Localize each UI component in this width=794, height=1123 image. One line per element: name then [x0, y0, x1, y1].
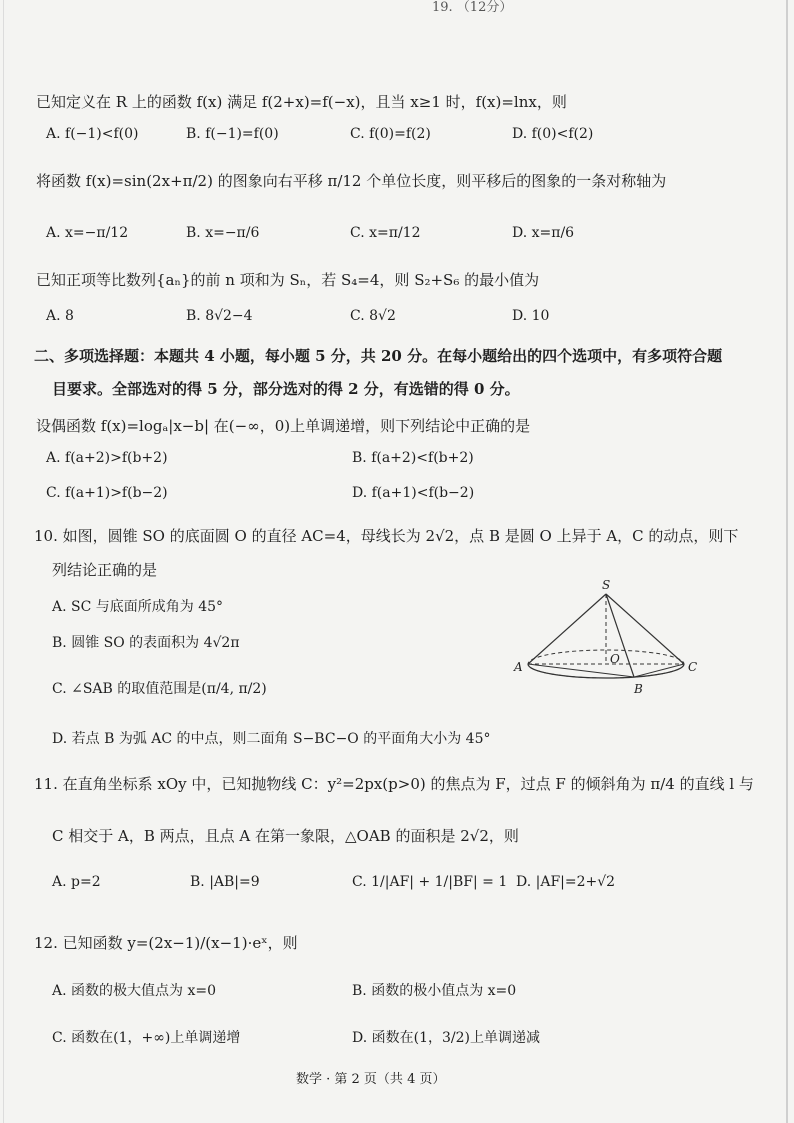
- q6-option-c: C. f(0)=f(2): [350, 126, 431, 142]
- top-mark: 19. （12分）: [432, 0, 513, 15]
- q7-option-c: C. x=π/12: [350, 225, 421, 241]
- q8-option-c: C. 8√2: [350, 308, 396, 324]
- q11-stem-line2: C 相交于 A，B 两点，且点 A 在第一象限，△OAB 的面积是 2√2，则: [52, 827, 519, 845]
- q8-option-a: A. 8: [46, 308, 74, 324]
- q10-stem-line2: 列结论正确的是: [52, 561, 158, 579]
- q11-option-d: D. |AF|=2+√2: [516, 874, 616, 890]
- cone-base-front-arc: [528, 664, 684, 678]
- cone-diagram: [510, 576, 706, 700]
- q12-stem: 12. 已知函数 y=(2x−1)/(x−1)·eˣ，则: [34, 934, 298, 952]
- q6-option-b: B. f(−1)=f(0): [186, 126, 279, 142]
- q7-stem: 将函数 f(x)=sin(2x+π/2) 的图象向右平移 π/12 个单位长度，则平移后的图象的一条对称轴为: [36, 172, 667, 190]
- q6-stem: 已知定义在 R 上的函数 f(x) 满足 f(2+x)=f(−x)，且当 x≥1 时，f(x)=lnx，则: [36, 93, 567, 111]
- q6-option-d: D. f(0)<f(2): [512, 126, 594, 142]
- label-a: A: [514, 660, 523, 674]
- q10-stem-line1: 10. 如图，圆锥 SO 的底面圆 O 的直径 AC=4，母线长为 2√2，点 B 是圆 O 上异于 A，C 的动点，则下: [34, 527, 739, 545]
- q9-option-d: D. f(a+1)<f(b−2): [352, 485, 475, 501]
- q12-option-d: D. 函数在(1，3/2)上单调递减: [352, 1030, 540, 1046]
- label-o: O: [610, 652, 620, 666]
- label-b: B: [634, 682, 643, 696]
- label-s: S: [602, 578, 611, 592]
- q9-option-a: A. f(a+2)>f(b+2): [46, 450, 168, 466]
- q6-option-a: A. f(−1)<f(0): [46, 126, 139, 142]
- q8-option-d: D. 10: [512, 308, 550, 324]
- q7-option-d: D. x=π/6: [512, 225, 575, 241]
- q10-option-a: A. SC 与底面所成角为 45°: [52, 599, 224, 615]
- page-footer: 数学 · 第 2 页（共 4 页）: [296, 1072, 446, 1087]
- generatrix-sa: [528, 594, 606, 664]
- q12-option-c: C. 函数在(1，+∞)上单调递增: [52, 1030, 241, 1046]
- q11-option-a: A. p=2: [52, 874, 101, 890]
- q7-option-a: A. x=−π/12: [46, 225, 129, 241]
- scan-left-edge: [3, 0, 4, 1123]
- q10-option-c: C. ∠SAB 的取值范围是(π/4, π/2): [52, 681, 267, 697]
- q9-option-c: C. f(a+1)>f(b−2): [46, 485, 168, 501]
- q11-option-c: C. 1/|AF| + 1/|BF| = 1: [352, 874, 508, 890]
- q10-option-d: D. 若点 B 为弧 AC 的中点，则二面角 S−BC−O 的平面角大小为 45°: [52, 731, 491, 747]
- scan-right-edge: [786, 0, 788, 1123]
- q11-option-b: B. |AB|=9: [190, 874, 260, 890]
- q12-option-a: A. 函数的极大值点为 x=0: [52, 983, 216, 999]
- q8-stem: 已知正项等比数列{aₙ}的前 n 项和为 Sₙ，若 S₄=4，则 S₂+S₆ 的最小值为: [36, 271, 540, 289]
- q12-option-b: B. 函数的极小值点为 x=0: [352, 983, 517, 999]
- q8-option-b: B. 8√2−4: [186, 308, 253, 324]
- section2-heading-line2: 目要求。全部选对的得 5 分，部分选对的得 2 分，有选错的得 0 分。: [52, 380, 520, 398]
- q11-stem-line1: 11. 在直角坐标系 xOy 中，已知抛物线 C：y²=2px(p>0) 的焦点为 F，过点 F 的倾斜角为 π/4 的直线 l 与: [34, 775, 754, 793]
- q7-option-b: B. x=−π/6: [186, 225, 260, 241]
- section2-heading-line1: 二、多项选择题：本题共 4 小题，每小题 5 分，共 20 分。在每小题给出的四个选项中，有多项符合题: [34, 347, 723, 365]
- q9-option-b: B. f(a+2)<f(b+2): [352, 450, 474, 466]
- label-c: C: [688, 660, 698, 674]
- q10-option-b: B. 圆锥 SO 的表面积为 4√2π: [52, 635, 240, 651]
- q9-stem: 设偶函数 f(x)=logₐ|x−b| 在(−∞，0)上单调递增，则下列结论中正确的是: [36, 417, 531, 435]
